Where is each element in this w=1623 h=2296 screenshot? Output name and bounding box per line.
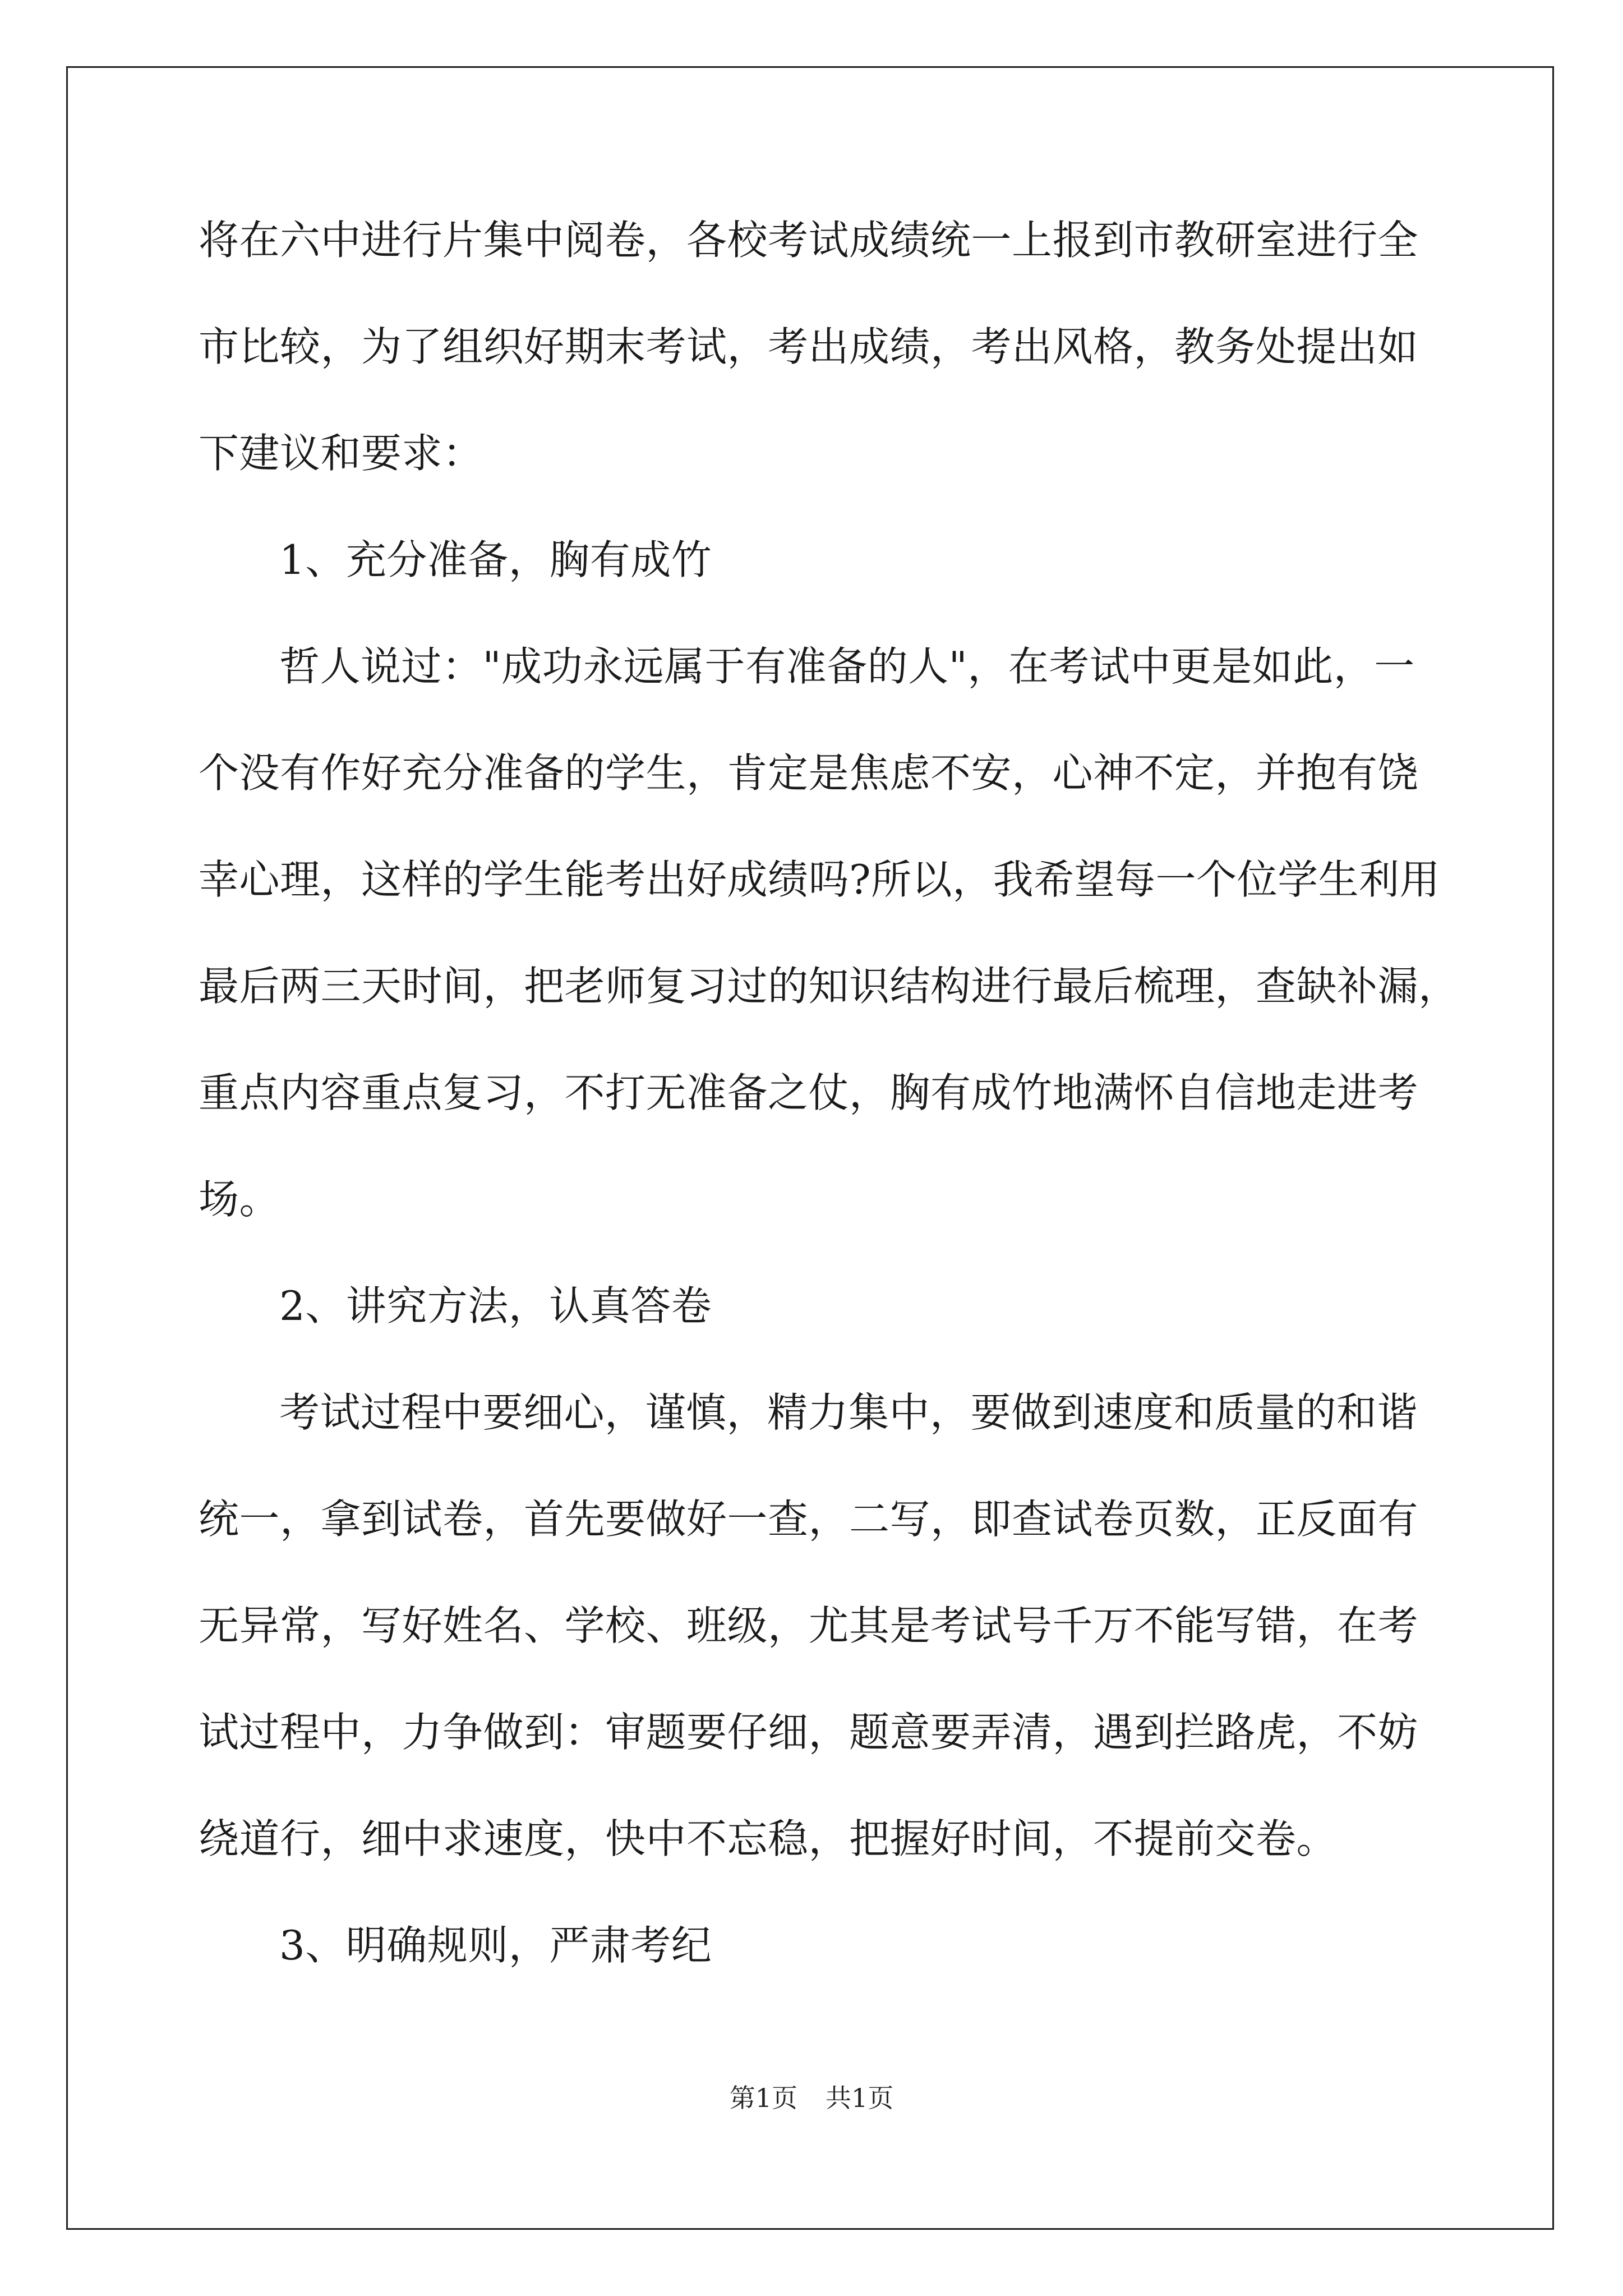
section-heading-2: 2、讲究方法，认真答卷 (279, 1282, 712, 1329)
text-line: 绕道行，细中求速度，快中不忘稳，把握好时间，不提前交卷。 (199, 1815, 1338, 1862)
text-line: 哲人说过："成功永远属于有准备的人"，在考试中更是如此，一 (279, 643, 1415, 690)
text-line: 场。 (199, 1176, 280, 1223)
page-footer (0, 2084, 1623, 2112)
text-line: 统一，拿到试卷，首先要做好一查，二写，即查试卷页数，正反面有 (199, 1496, 1419, 1543)
page-number-current: 第1页 (729, 2083, 797, 2113)
text-line: 考试过程中要细心，谨慎，精力集中，要做到速度和质量的和谐 (279, 1389, 1418, 1436)
text-line: 最后两三天时间，把老师复习过的知识结构进行最后梳理，查缺补漏， (199, 963, 1459, 1010)
page-number-total: 共1页 (826, 2083, 894, 2113)
text-line: 试过程中，力争做到：审题要仔细，题意要弄清，遇到拦路虎，不妨 (199, 1709, 1419, 1756)
section-heading-3: 3、明确规则，严肃考纪 (279, 1922, 712, 1969)
text-line: 个没有作好充分准备的学生，肯定是焦虑不安，心神不定，并抱有饶 (199, 749, 1419, 797)
document-body (199, 219, 1466, 2031)
section-heading-1: 1、充分准备，胸有成竹 (279, 536, 712, 583)
text-line: 无异常，写好姓名、学校、班级，尤其是考试号千万不能写错，在考 (199, 1602, 1419, 1649)
text-line: 市比较，为了组织好期末考试，考出成绩，考出风格，教务处提出如 (199, 323, 1419, 370)
text-line: 重点内容重点复习，不打无准备之仗，胸有成竹地满怀自信地走进考 (199, 1069, 1419, 1116)
text-line: 幸心理，这样的学生能考出好成绩吗?所以，我希望每一个位学生利用 (199, 856, 1441, 903)
text-line: 将在六中进行片集中阅卷，各校考试成绩统一上报到市教研室进行全 (199, 217, 1419, 264)
text-line: 下建议和要求： (199, 430, 483, 477)
